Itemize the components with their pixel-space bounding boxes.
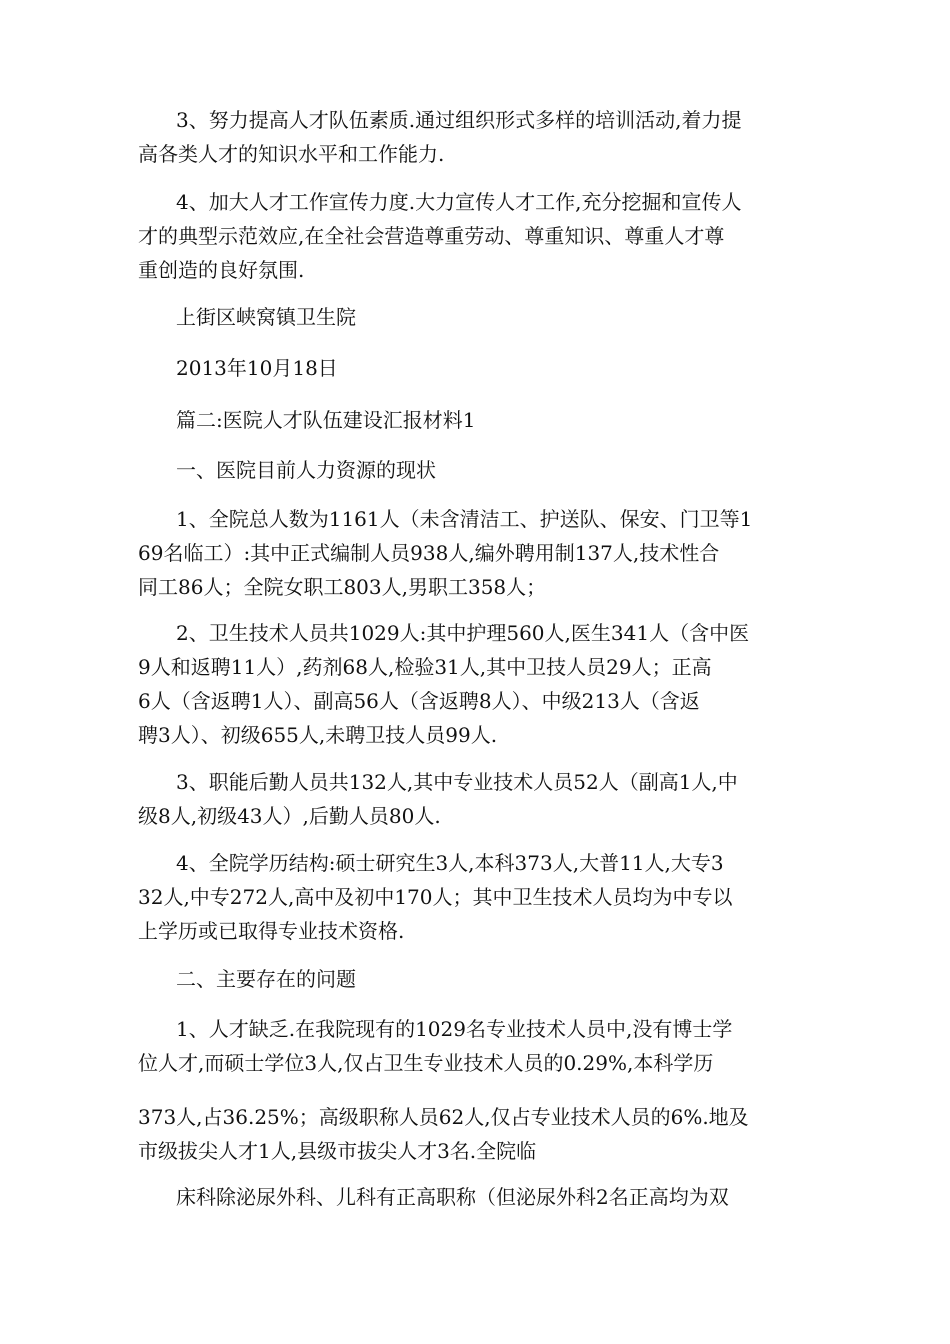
text-line: 床科除泌尿外科、儿科有正高职称（但泌尿外科2名正高均为双 (176, 1185, 729, 1209)
text-line: 篇二:医院人才队伍建设汇报材料1 (176, 408, 476, 432)
text-line: 9人和返聘11人）,药剂68人,检验31人,其中卫技人员29人；正高 (138, 655, 712, 679)
text-line: 32人,中专272人,高中及初中170人；其中卫生技术人员均为中专以 (138, 885, 733, 909)
paragraph-clinical-departments (138, 1180, 818, 1214)
text-line: 同工86人；全院女职工803人,男职工358人； (138, 575, 547, 599)
text-line: 市级拔尖人才1人,县级市拔尖人才3名.全院临 (138, 1139, 537, 1163)
paragraph-health-technicians (138, 616, 818, 752)
paragraph-logistics-staff (138, 765, 818, 833)
text-line: 上街区峡窝镇卫生院 (176, 305, 356, 329)
paragraph-talent-shortage (138, 1012, 818, 1080)
text-line: 4、加大人才工作宣传力度.大力宣传人才工作,充分挖掘和宣传人 (176, 190, 742, 214)
text-line: 3、职能后勤人员共132人,其中专业技术人员52人（副高1人,中 (176, 770, 738, 794)
text-line: 373人,占36.25%；高级职称人员62人,仅占专业技术人员的6%.地及 (138, 1105, 749, 1129)
text-line: 3、努力提高人才队伍素质.通过组织形式多样的培训活动,着力提 (176, 108, 742, 132)
text-line: 4、全院学历结构:硕士研究生3人,本科373人,大普11人,大专3 (176, 851, 724, 875)
text-line: 高各类人才的知识水平和工作能力. (138, 142, 445, 166)
text-line: 一、医院目前人力资源的现状 (176, 458, 436, 482)
text-line: 1、人才缺乏.在我院现有的1029名专业技术人员中,没有博士学 (176, 1017, 733, 1041)
paragraph-education-structure (138, 846, 818, 948)
text-line: 才的典型示范效应,在全社会营造尊重劳动、尊重知识、尊重人才尊 (138, 224, 725, 248)
paragraph-total-staff (138, 502, 818, 604)
text-line: 二、主要存在的问题 (176, 967, 356, 991)
text-line: 级8人,初级43人）,后勤人员80人. (138, 804, 441, 828)
text-line: 69名临工）:其中正式编制人员938人,编外聘用制137人,技术性合 (138, 541, 720, 565)
heading-main-problems (138, 962, 818, 996)
paragraph-publicity (138, 185, 818, 287)
text-line: 2、卫生技术人员共1029人:其中护理560人,医生341人（含中医 (176, 621, 750, 645)
paragraph-improve-quality (138, 103, 818, 171)
text-line: 聘3人）、初级655人,未聘卫技人员99人. (138, 723, 498, 747)
text-line: 重创造的良好氛围. (138, 258, 305, 282)
text-line: 上学历或已取得专业技术资格. (138, 919, 405, 943)
document-date (138, 351, 818, 385)
text-line: 6人（含返聘1人）、副高56人（含返聘8人）、中级213人（含返 (138, 689, 700, 713)
text-line: 2013年10月18日 (176, 356, 338, 380)
paragraph-talent-statistics (138, 1100, 818, 1168)
text-line: 1、全院总人数为1161人（未含清洁工、护送队、保安、门卫等1 (176, 507, 753, 531)
text-line: 位人才,而硕士学位3人,仅占卫生专业技术人员的0.29%,本科学历 (138, 1051, 714, 1075)
section-title (138, 403, 818, 437)
heading-current-status (138, 453, 818, 487)
organization-name (138, 300, 818, 334)
